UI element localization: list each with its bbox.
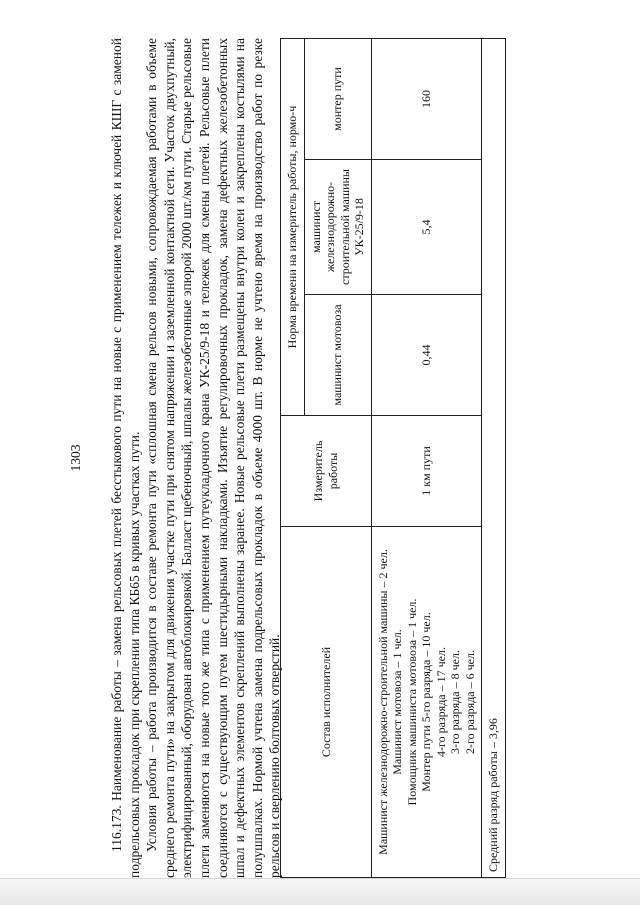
composition-line: Помощник машиниста мотовоза – 1 чел. bbox=[404, 598, 419, 806]
body-text bbox=[108, 38, 284, 878]
rotated-page-content bbox=[68, 38, 568, 878]
scan-bottom-edge bbox=[0, 878, 640, 905]
page-number: 1303 bbox=[68, 444, 83, 472]
machinist-norm: 0,44 bbox=[371, 295, 482, 416]
work-title-paragraph: 116.173. Наименование работы – замена рельсовых плетей бесстыкового пути на новые с применением тележек и ключей КШГ с заменой подрельсовых прокладок при скреплении типа КБ65 в кривых участках пути. bbox=[109, 38, 142, 878]
composition-line: 4-го разряда – 17 чел. bbox=[433, 647, 448, 757]
norm-table bbox=[280, 38, 506, 878]
composition-line: 2-го разряда – 6 чел. bbox=[462, 650, 477, 754]
average-grade-row bbox=[482, 39, 506, 878]
composition-line: Монтер пути 5-го разряда – 10 чел. bbox=[419, 612, 433, 792]
composition-line: Машинист мотовоза – 1 чел. bbox=[390, 629, 404, 775]
composition-cell bbox=[371, 527, 482, 878]
header-norm-group: Норма времени на измеритель работы, нормо-ч bbox=[281, 39, 305, 416]
crane-operator-norm: 5,4 bbox=[371, 160, 482, 295]
header-row-1 bbox=[281, 39, 305, 878]
table-row bbox=[371, 39, 482, 878]
header-machinist: машинист мотовоза bbox=[304, 295, 371, 416]
composition-line: Машинист железнодорожно-строительной машины – 2 чел. bbox=[375, 549, 390, 855]
work-conditions-paragraph: Условия работы – работа производится в составе ремонта пути «сплошная смена рельсов новыми, сопровождаемая работами в объеме среднего ремонта пути» на закрытом для движения участке пути при снятом напряжении и заземленной контактной сети. Участок двухпутный, электрифицированный, оборудован автоблокировкой. Балласт щебеночный, шпалы железобетонные эпюрой 2000 шт./км пути. Старые рельсовые плети заменяются на новые того же типа с применением путеукладочного крана УК-25/9-18 и тележек для смены плетей. Рельсовые плети соединяются с существующим путем шестидырными накладками. Изъятие регулировочных прокладок, замена дефектных железобетонных шпал и дефектных элементов скреплений выполнены заранее. Новые рельсовые плети размещены внутри колеи и закреплены костылями на полушпалках. Нормой учтена замена подрельсовых прокладок в объеме 4000 шт. В норме не учтено время на производство работ по резке рельсов и сверлению болтовых отверстий. bbox=[144, 38, 283, 878]
unit-cell: 1 км пути bbox=[371, 416, 482, 527]
composition-line: 3-го разряда – 8 чел. bbox=[448, 650, 462, 754]
header-composition: Состав исполнителей bbox=[281, 527, 372, 878]
header-track-fitter: монтер пути bbox=[304, 39, 371, 160]
header-crane-operator: машинист железнодорожно-строительной машины УК-25/9-18 bbox=[304, 160, 371, 295]
average-grade: Средний разряд работы – 3,96 bbox=[482, 39, 506, 878]
header-unit: Измеритель работы bbox=[281, 416, 372, 527]
track-fitter-norm: 160 bbox=[371, 39, 482, 160]
